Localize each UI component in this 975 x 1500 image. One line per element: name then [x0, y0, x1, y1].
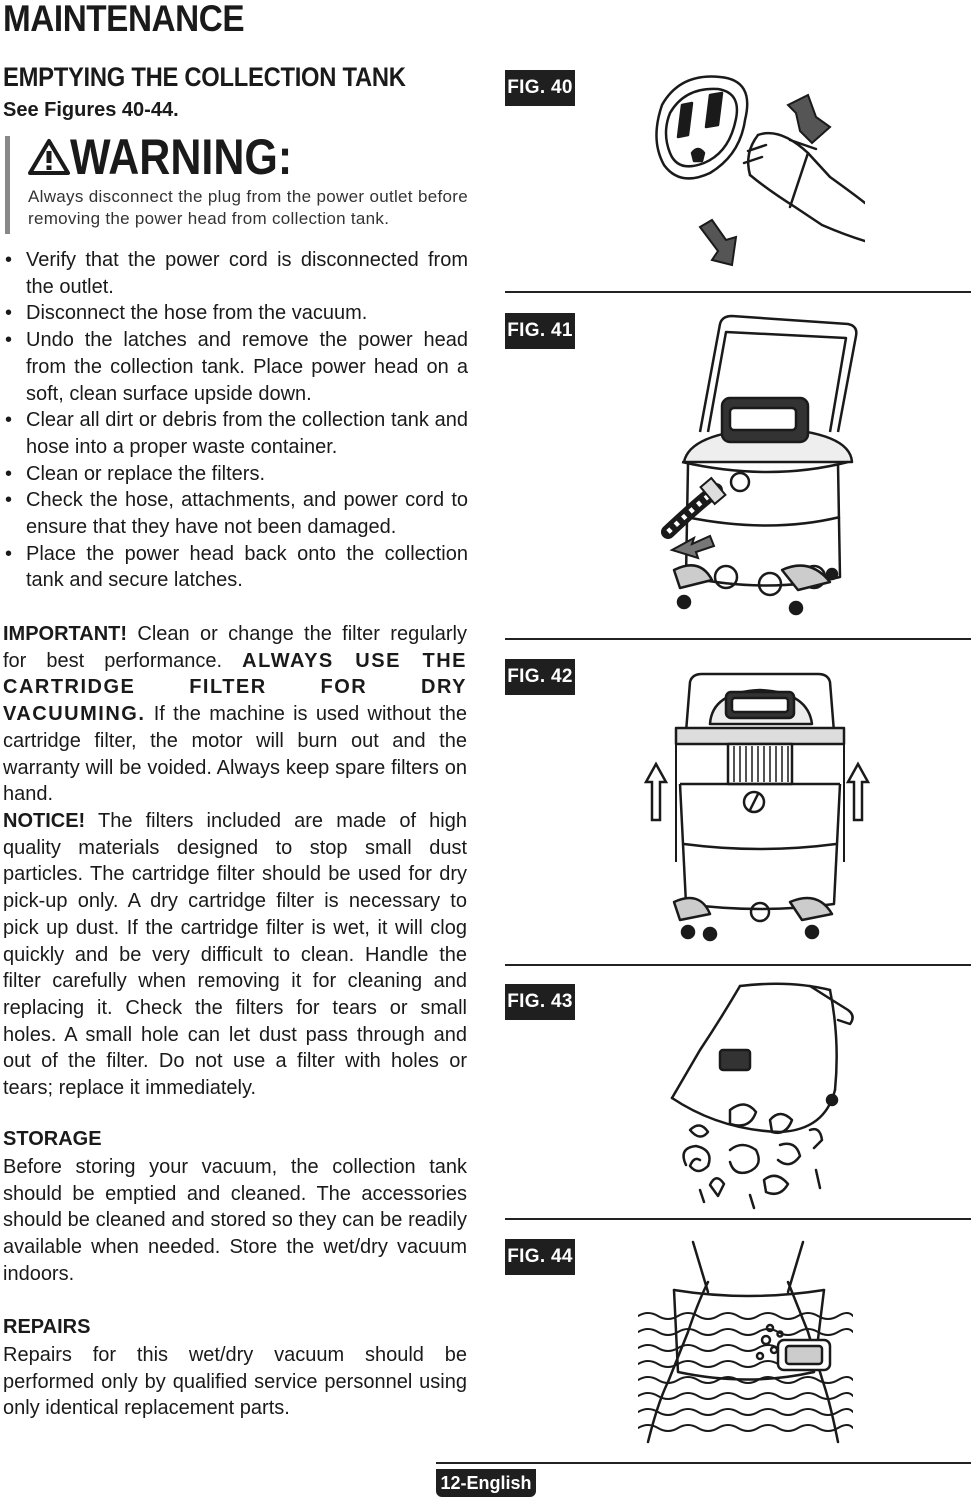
important-label: IMPORTANT! [3, 623, 128, 645]
fig-43-divider [505, 1218, 971, 1220]
fig-40-label: FIG. 40 [505, 70, 575, 106]
important-text-1: Clean or change the filter regularly for best performance. [3, 623, 467, 672]
fig-43-label: FIG. 43 [505, 984, 575, 1020]
fig-44-rinse-filter-illustration [638, 1232, 853, 1447]
page-title: MAINTENANCE [3, 0, 245, 39]
list-item: • Undo the latches and remove the power head from the collection tank. Place power head on a soft, clean surface upside down. [3, 327, 468, 407]
list-item: • Place the power head back onto the collection tank and secure latches. [3, 541, 468, 594]
emptying-steps-list [3, 247, 468, 594]
repairs-heading: REPAIRS [3, 1316, 91, 1338]
section-heading-emptying: EMPTYING THE COLLECTION TANK [3, 62, 406, 92]
list-item: • Disconnect the hose from the vacuum. [3, 300, 468, 327]
warning-title [28, 128, 328, 186]
see-figures-note: See Figures 40-44. [3, 99, 179, 121]
list-item: • Clear all dirt or debris from the collection tank and hose into a proper waste container. [3, 407, 468, 460]
notice-label: NOTICE! [3, 810, 86, 832]
warning-text: Always disconnect the plug from the power outlet before removing the power head from collection tank. [28, 187, 468, 228]
fig-41-label: FIG. 41 [505, 313, 575, 349]
fig-41-divider [505, 638, 971, 640]
fig-41-vacuum-remove-hose-illustration [660, 312, 865, 617]
list-item: • Check the hose, attachments, and power cord to ensure that they have not been damaged. [3, 487, 468, 540]
fig-43-empty-tank-illustration [660, 980, 865, 1210]
fig-42-divider [505, 964, 971, 966]
fig-40-plug-outlet-illustration [640, 65, 865, 280]
repairs-text: Repairs for this wet/dry vacuum should be performed only by qualified service personnel using only identical replacement parts. [3, 1344, 467, 1420]
list-item: • Clean or replace the filters. [3, 461, 468, 488]
fig-44-label: FIG. 44 [505, 1239, 575, 1275]
important-text-2: If the machine is used without the cartridge filter, the motor will burn out and the warranty will be voided. Always keep spare filters on hand. [3, 703, 467, 806]
fig-42-label: FIG. 42 [505, 659, 575, 695]
important-caps: ALWAYS USE THE CARTRIDGE FILTER FOR DRY VACUUMING. [3, 649, 467, 726]
warning-box [5, 129, 470, 234]
storage-heading: STORAGE [3, 1128, 102, 1150]
warning-bar [5, 136, 10, 234]
storage-text: Before storing your vacuum, the collection tank should be emptied and cleaned. The accessories should be cleaned and stored so they can be readily available when needed. Store the wet/dry vacuum indoors. [3, 1156, 467, 1285]
page-number: 12-English [436, 1469, 536, 1497]
warning-title-text: WARNING: [70, 129, 293, 185]
important-paragraph [3, 621, 467, 808]
notice-paragraph [3, 808, 467, 1102]
notice-text: The filters included are made of high quality materials designed to stop small dust particles. The cartridge filter should be used for dry pick-up only. A dry cartridge filter is necessary to pick up dust. If the cartridge filter is wet, it will clog quickly and be very difficult to clean. Handle the filter carefully when removing it for cleaning and replacing it. Check the filters for tears or small holes. A small hole can let dust pass through and out of the filter. Do not use a filter with holes or tears; replace it immediately. [3, 810, 467, 1100]
list-item: • Verify that the power cord is disconnected from the outlet. [3, 247, 468, 300]
footer-divider [436, 1462, 971, 1464]
fig-40-divider [505, 291, 971, 293]
warning-triangle-icon [28, 138, 70, 176]
fig-42-lift-power-head-illustration [640, 662, 875, 944]
